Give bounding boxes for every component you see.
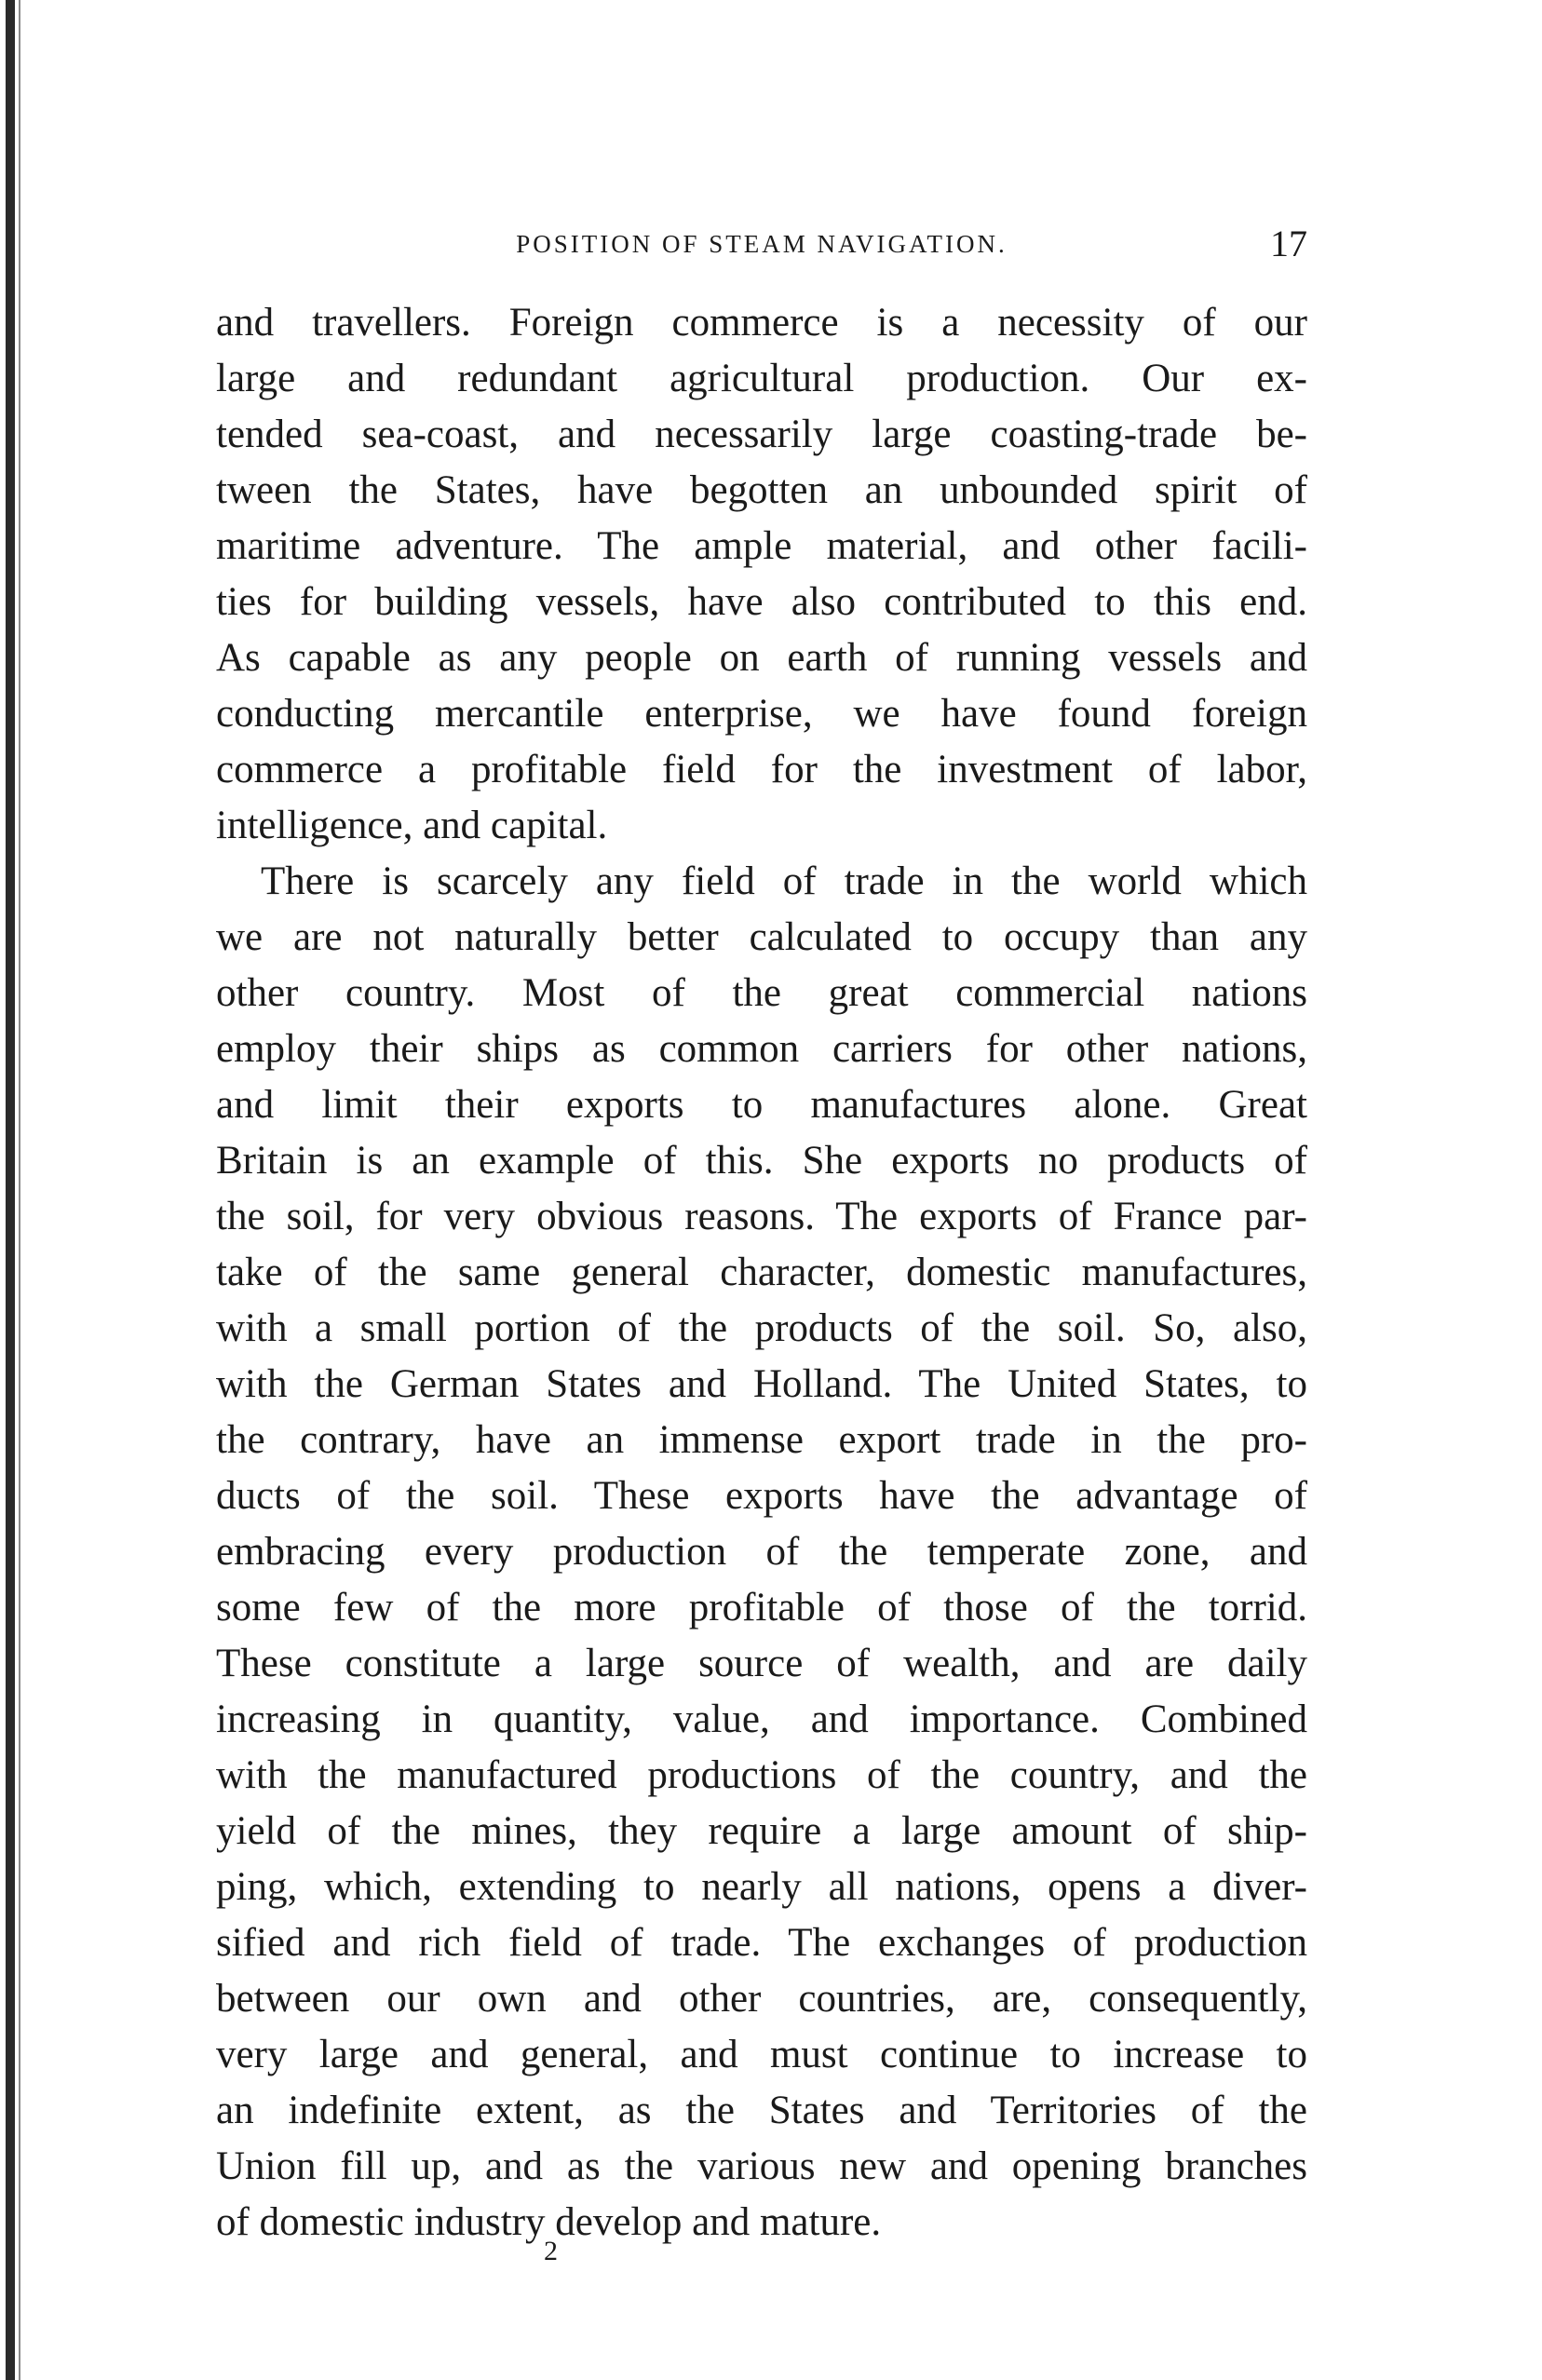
text-line: Britain is an example of this. She exports no products of	[216, 1139, 1307, 1183]
page-binding-shadow	[19, 0, 20, 2380]
paragraph	[216, 854, 1307, 2251]
text-line: sified and rich field of trade. The exchanges of production	[216, 1921, 1307, 1965]
text-line: we are not naturally better calculated to occupy than any	[216, 915, 1307, 959]
running-head-title: POSITION OF STEAM NAVIGATION.	[516, 230, 1008, 258]
text-line: and limit their exports to manufactures alone. Great	[216, 1083, 1307, 1127]
text-line: some few of the more profitable of those of the torrid.	[216, 1586, 1307, 1629]
text-line: Union fill up, and as the various new and opening branches	[216, 2144, 1307, 2188]
text-line: the contrary, have an immense export trade in the pro-	[216, 1418, 1307, 1462]
text-line: intelligence, and capital.	[216, 804, 608, 847]
text-line: ping, which, extending to nearly all nations, opens a diver-	[216, 1865, 1307, 1909]
text-line: embracing every production of the temperate zone, and	[216, 1530, 1307, 1574]
text-line: with the manufactured productions of the country, and the	[216, 1753, 1307, 1797]
text-line: and travellers. Foreign commerce is a necessity of our	[216, 301, 1307, 345]
text-line: conducting mercantile enterprise, we have found foreign	[216, 692, 1307, 736]
text-line: of domestic industry develop and mature.	[216, 2200, 882, 2244]
body-text	[216, 295, 1307, 2251]
text-line: an indefinite extent, as the States and Territories of the	[216, 2089, 1307, 2132]
text-line: There is scarcely any field of trade in the world which	[261, 859, 1307, 903]
text-line: with a small portion of the products of the soil. So, also,	[216, 1306, 1307, 1350]
paragraph	[216, 295, 1307, 854]
page-number: 17	[1270, 223, 1307, 264]
text-line: take of the same general character, domestic manufactures,	[216, 1251, 1307, 1294]
text-line: between our own and other countries, are, consequently,	[216, 1977, 1307, 2021]
text-line: the soil, for very obvious reasons. The exports of France par-	[216, 1195, 1307, 1238]
text-line: ties for building vessels, have also contributed to this end.	[216, 580, 1307, 624]
signature-mark: 2	[544, 2236, 558, 2266]
text-line: maritime adventure. The ample material, and other facili-	[216, 524, 1307, 568]
text-line: with the German States and Holland. The United States, to	[216, 1362, 1307, 1406]
text-line: large and redundant agricultural production. Our ex-	[216, 357, 1307, 400]
text-line: tween the States, have begotten an unbounded spirit of	[216, 468, 1307, 512]
page-binding-edge	[6, 0, 15, 2380]
text-line: very large and general, and must continue to increase to	[216, 2033, 1307, 2076]
text-line: ducts of the soil. These exports have the advantage of	[216, 1474, 1307, 1518]
text-line: yield of the mines, they require a large amount of ship-	[216, 1809, 1307, 1853]
text-line: tended sea-coast, and necessarily large coasting-trade be-	[216, 412, 1307, 456]
text-line: other country. Most of the great commercial nations	[216, 971, 1307, 1015]
text-line: commerce a profitable field for the investment of labor,	[216, 748, 1307, 791]
text-line: increasing in quantity, value, and importance. Combined	[216, 1697, 1307, 1741]
text-line: These constitute a large source of wealth, and are daily	[216, 1642, 1307, 1685]
text-line: As capable as any people on earth of running vessels and	[216, 636, 1307, 680]
running-head	[216, 222, 1307, 266]
text-line: employ their ships as common carriers for other nations,	[216, 1027, 1307, 1071]
